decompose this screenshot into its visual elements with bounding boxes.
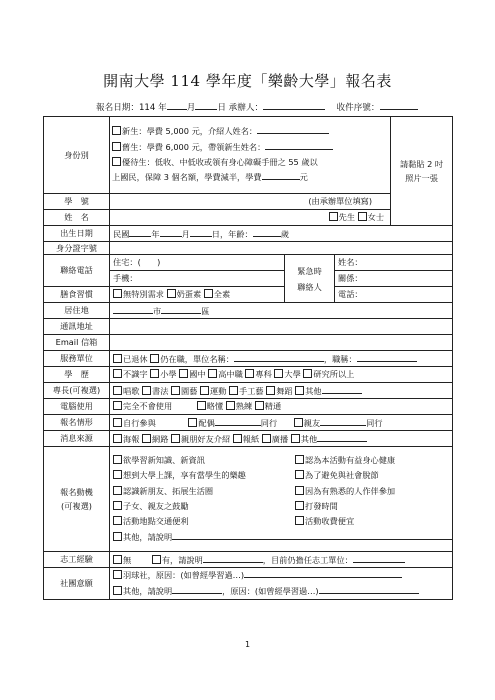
home-phone-field[interactable]: 住宅：( ) [110,255,285,271]
checkbox-icon[interactable] [171,434,180,443]
checkbox-icon[interactable] [303,369,312,378]
mobile-field[interactable]: 手機： [110,271,285,287]
handler-label: 承辦人： [228,103,264,113]
checkbox-icon[interactable] [113,354,122,363]
checkbox-icon[interactable] [113,532,122,541]
source-options: 海報 網路 親朋好友介紹 報紙 廣播 其他 [110,431,453,447]
checkbox-icon[interactable] [152,555,161,564]
service-row [44,351,453,367]
checkbox-icon[interactable] [245,369,254,378]
email-field[interactable] [110,335,453,351]
form-meta [96,101,418,113]
checkbox-icon[interactable] [112,142,121,151]
computer-label: 電腦使用 [44,399,110,415]
checkbox-icon[interactable] [208,369,217,378]
emergency-label: 緊急時 聯絡人 [285,255,335,303]
diet-label: 膳食習慣 [44,287,110,303]
education-row [44,367,453,383]
volunteer-label: 志工經驗 [44,552,110,568]
checkbox-icon[interactable] [200,386,209,395]
checkbox-icon[interactable] [295,470,304,479]
date-label: 報名日期：114 年 [96,103,167,113]
checkbox-icon[interactable] [112,157,121,166]
skills-options: 唱歌 書法 園藝 運動 手工藝 舞蹈 其他 [110,383,453,399]
checkbox-icon[interactable] [113,455,122,464]
checkbox-icon[interactable] [113,570,122,579]
emergency-name-field[interactable]: 姓名： [335,255,453,271]
computer-row [44,399,453,415]
checkbox-icon[interactable] [113,486,122,495]
source-label: 消息來源 [44,431,110,447]
checkbox-icon[interactable] [142,386,151,395]
identity-old-option[interactable]: 舊生：學費 6,000 元，帶領新生姓名： [112,140,388,155]
checkbox-icon[interactable] [295,486,304,495]
checkbox-icon[interactable] [113,470,122,479]
motive-options: 欲學習新知識、新資訊 認為本活動有益身心健康 想到大學上課，享有當學生的樂趣 為了避免與社會脫節 認識新朋友、拓展生活圈 因為有熟悉的人作伴參加 子女、親友之鼓勵 打發時間 活動地點交通便利 活動收費便宜 其他，請說明 [113,453,452,545]
checkbox-icon[interactable] [112,126,121,135]
club-row [44,568,453,600]
birth-row [44,226,453,242]
checkbox-icon[interactable] [197,401,206,410]
status-label: 報名情形 [44,415,110,431]
checkbox-icon[interactable] [295,516,304,525]
checkbox-icon[interactable] [171,386,180,395]
student-no-field: (由承辦單位填寫) [110,194,391,210]
checkbox-icon[interactable] [150,354,159,363]
birth-label: 出生日期 [44,226,110,242]
checkbox-icon[interactable] [226,401,235,410]
address-label: 通訊地址 [44,319,110,335]
volunteer-row [44,552,453,568]
checkbox-icon[interactable] [113,369,122,378]
status-options: 自行參與 配偶 同行 親友 同行 [110,415,453,431]
checkbox-icon[interactable] [113,386,122,395]
club-options: 羽球社，原因：(如曾經學習過…) 其他，請說明 ，原因：(如曾經學習過…) [110,568,453,600]
email-label: Email 信箱 [44,335,110,351]
address-row [44,319,453,335]
motive-row [44,447,453,552]
checkbox-icon[interactable] [188,418,197,427]
contact-row [44,255,453,271]
skills-row [44,383,453,399]
name-label: 姓 名 [44,210,110,226]
address-field[interactable] [110,319,453,335]
checkbox-icon[interactable] [113,289,122,298]
name-field[interactable]: 先生 女士 [110,210,391,226]
month-label: 月 [186,103,196,113]
id-row [44,242,453,255]
checkbox-icon[interactable] [142,434,151,443]
motive-label: 報名動機 (可複選) [44,447,110,552]
checkbox-icon[interactable] [295,455,304,464]
checkbox-icon[interactable] [291,434,300,443]
diet-options: 無特別需求 奶蛋素 全素 [110,287,285,303]
checkbox-icon[interactable] [266,386,275,395]
checkbox-icon[interactable] [113,555,122,564]
identity-row [44,117,453,194]
identity-label: 身份別 [44,117,110,194]
residence-field[interactable]: 市 區 [110,303,453,319]
checkbox-icon[interactable] [233,434,242,443]
checkbox-icon[interactable] [113,434,122,443]
checkbox-icon[interactable] [150,369,159,378]
identity-discount-option[interactable]: 優待生：低收、中低收或領有身心障礙手冊之 55 歲以 [112,155,388,170]
contact-label: 聯絡電話 [44,255,110,287]
id-field[interactable] [110,242,453,255]
form-title: 開南大學 114 學年度「樂齡大學」報名表 [103,72,392,90]
club-label: 社團意願 [44,568,110,600]
checkbox-icon[interactable] [113,586,122,595]
checkbox-icon[interactable] [229,386,238,395]
checkbox-icon[interactable] [113,501,122,510]
registration-table [43,116,453,600]
identity-new-option[interactable]: 新生：學費 5,000 元，介紹人姓名： [112,124,388,139]
education-options: 不識字 小學 國中 高中職 專科 大學 研究所以上 [110,367,453,383]
checkbox-icon[interactable] [167,289,176,298]
volunteer-options: 無 有，請說明 ，目前仍擔任志工單位： [110,552,453,568]
checkbox-icon[interactable] [329,212,338,221]
emergency-phone-field[interactable]: 電話： [335,287,453,303]
checkbox-icon[interactable] [295,501,304,510]
student-no-label: 學 號 [44,194,110,210]
serial-label: 收件序號： [336,103,380,113]
diet-row [44,287,453,303]
id-label: 身分證字號 [44,242,110,255]
residence-row [44,303,453,319]
birth-field[interactable]: 民國 年 月 日，年齡： 歲 [110,226,453,242]
checkbox-icon[interactable] [294,418,303,427]
source-row [44,431,453,447]
checkbox-icon[interactable] [179,369,188,378]
checkbox-icon[interactable] [262,434,271,443]
service-label: 服務單位 [44,351,110,367]
photo-area[interactable]: 請黏貼 2 吋 照片一張 [391,117,453,226]
checkbox-icon[interactable] [204,289,213,298]
checkbox-icon[interactable] [113,516,122,525]
checkbox-icon[interactable] [358,212,367,221]
serial-field[interactable] [380,101,418,110]
handler-field[interactable] [263,101,325,110]
service-options: 已退休 仍在職，單位名稱： ，職稱： [110,351,453,367]
checkbox-icon[interactable] [113,401,122,410]
status-row [44,415,453,431]
education-label: 學 歷 [44,367,110,383]
checkbox-icon[interactable] [255,401,264,410]
computer-options: 完全不會使用 略懂 熟練 精通 [110,399,453,415]
residence-label: 居住地 [44,303,110,319]
identity-discount-detail: 上國民，保障 3 個名額，學費減半，學費 元 [112,172,308,183]
checkbox-icon[interactable] [295,386,304,395]
page-number: 1 [244,640,251,649]
skills-label: 專長(可複選) [44,383,110,399]
emergency-relation-field[interactable]: 關係： [335,271,453,287]
email-row [44,335,453,351]
checkbox-icon[interactable] [274,369,283,378]
checkbox-icon[interactable] [113,418,122,427]
day-label: 日 [217,103,226,113]
